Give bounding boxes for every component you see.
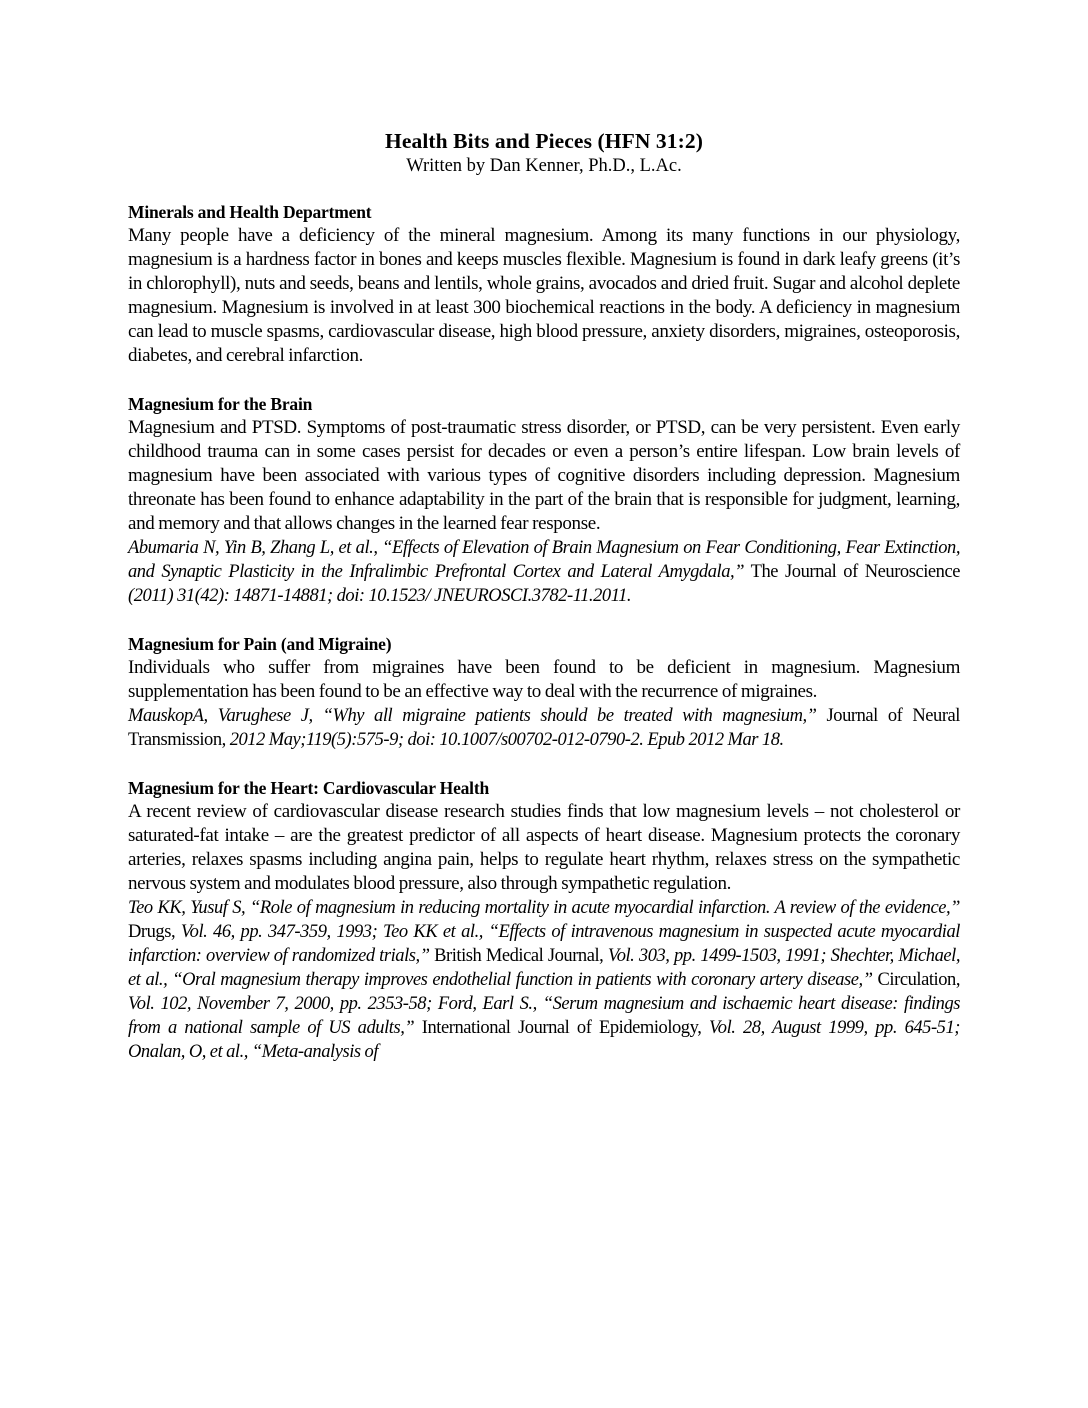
section-heading: Magnesium for Pain (and Migraine) xyxy=(128,634,392,654)
section-heading: Magnesium for the Brain xyxy=(128,394,313,414)
section-heart-cardiovascular xyxy=(128,776,960,1064)
citation-journal: International Journal of Epidemiology, xyxy=(414,1018,709,1038)
citation xyxy=(128,896,960,1064)
citation xyxy=(128,536,960,608)
citation xyxy=(128,704,960,752)
section-heading: Minerals and Health Department xyxy=(128,202,372,222)
citation-journal: The Journal of Neuroscience xyxy=(744,562,960,582)
section-heading: Magnesium for the Heart: Cardiovascular Health xyxy=(128,778,490,798)
citation-journal: Drugs, xyxy=(128,922,181,942)
citation-part: Vol. 46, pp. 347-359, 1993; Teo KK et al., “Effects of intravenous magnesium in suspected acute myocardial infarction: overview of randomized trials,” xyxy=(128,922,960,966)
citation-part: 2012 May;119(5):575-9; doi: 10.1007/s00702-012-0790-2. Epub 2012 Mar 18. xyxy=(229,730,784,750)
citation-journal: Circulation, xyxy=(872,970,960,990)
section-brain xyxy=(128,392,960,608)
citation-journal: Journal of Neural Transmission, xyxy=(128,706,960,750)
citation-part: Vol. 102, November 7, 2000, pp. 2353-58; Ford, Earl S., “Serum magnesium and ischaemic heart disease: findings from a national sample of US adults,” xyxy=(128,994,960,1038)
citation-part: Vol. 28, August 1999, pp. 645-51; Onalan, O, et al., “Meta-analysis of xyxy=(128,1018,960,1062)
section-pain-migraine xyxy=(128,632,960,752)
section-body: Many people have a deficiency of the mineral magnesium. Among its many functions in our physiology, magnesium is a hardness factor in bones and keeps muscles flexible. Magnesium is found in dark leafy greens (it’s in chlorophyll), nuts and seeds, beans and lentils, whole grains, avocados and dried fruit. Sugar and alcohol deplete magnesium. Magnesium is involved in at least 300 biochemical reactions in the body. A deficiency in magnesium can lead to muscle spasms, cardiovascular disease, high blood pressure, anxiety disorders, migraines, osteoporosis, diabetes, and cerebral infarction. xyxy=(128,225,960,366)
section-body: A recent review of cardiovascular disease research studies finds that low magnesium levels – not cholesterol or saturated-fat intake – are the greatest predictor of all aspects of heart disease. Magnesium protects the coronary arteries, relaxes spasms including angina pain, helps to regulate heart rhythm, relaxes stress on the sympathetic nervous system and modulates blood pressure, also through sympathetic regulation. xyxy=(128,801,960,894)
section-body: Individuals who suffer from migraines have been found to be deficient in magnesium. Magnesium supplementation has been found to be an effective way to deal with the recurrence of migraines. xyxy=(128,657,960,702)
citation-part: MauskopA, Varughese J, “Why all migraine patients should be treated with magnesium,” xyxy=(128,706,817,726)
section-body: Magnesium and PTSD. Symptoms of post-traumatic stress disorder, or PTSD, can be very persistent. Even early childhood trauma can in some cases persist for decades or even a person’s entire lifespan. Low brain levels of magnesium have been associated with various types of cognitive disorders including depression. Magnesium threonate has been found to enhance adaptability in the part of the brain that is responsible for judgment, learning, and memory and that allows changes in the learned fear response. xyxy=(128,417,960,534)
citation-part: Vol. 303, pp. 1499-1503, 1991; Shechter, Michael, et al., “Oral magnesium therapy improves endothelial function in patients with coronary artery disease,” xyxy=(128,946,961,990)
citation-journal: British Medical Journal, xyxy=(429,946,608,966)
citation-part: Abumaria N, Yin B, Zhang L, et al., “Effects of Elevation of Brain Magnesium on Fear Conditioning, Fear Extinction, and Synaptic Plasticity in the Infralimbic Prefrontal Cortex and Lateral Amygdala,” xyxy=(128,538,960,582)
document-title: Health Bits and Pieces (HFN 31:2) xyxy=(385,129,703,153)
section-minerals-health xyxy=(128,200,960,368)
author-byline: Written by Dan Kenner, Ph.D., L.Ac. xyxy=(406,156,682,176)
citation-part: (2011) 31(42): 14871-14881; doi: 10.1523/ JNEUROSCI.3782-11.2011. xyxy=(128,586,632,606)
citation-part: Teo KK, Yusuf S, “Role of magnesium in reducing mortality in acute myocardial infarction. A review of the evidence,” xyxy=(128,898,960,918)
document-page xyxy=(128,128,960,1088)
